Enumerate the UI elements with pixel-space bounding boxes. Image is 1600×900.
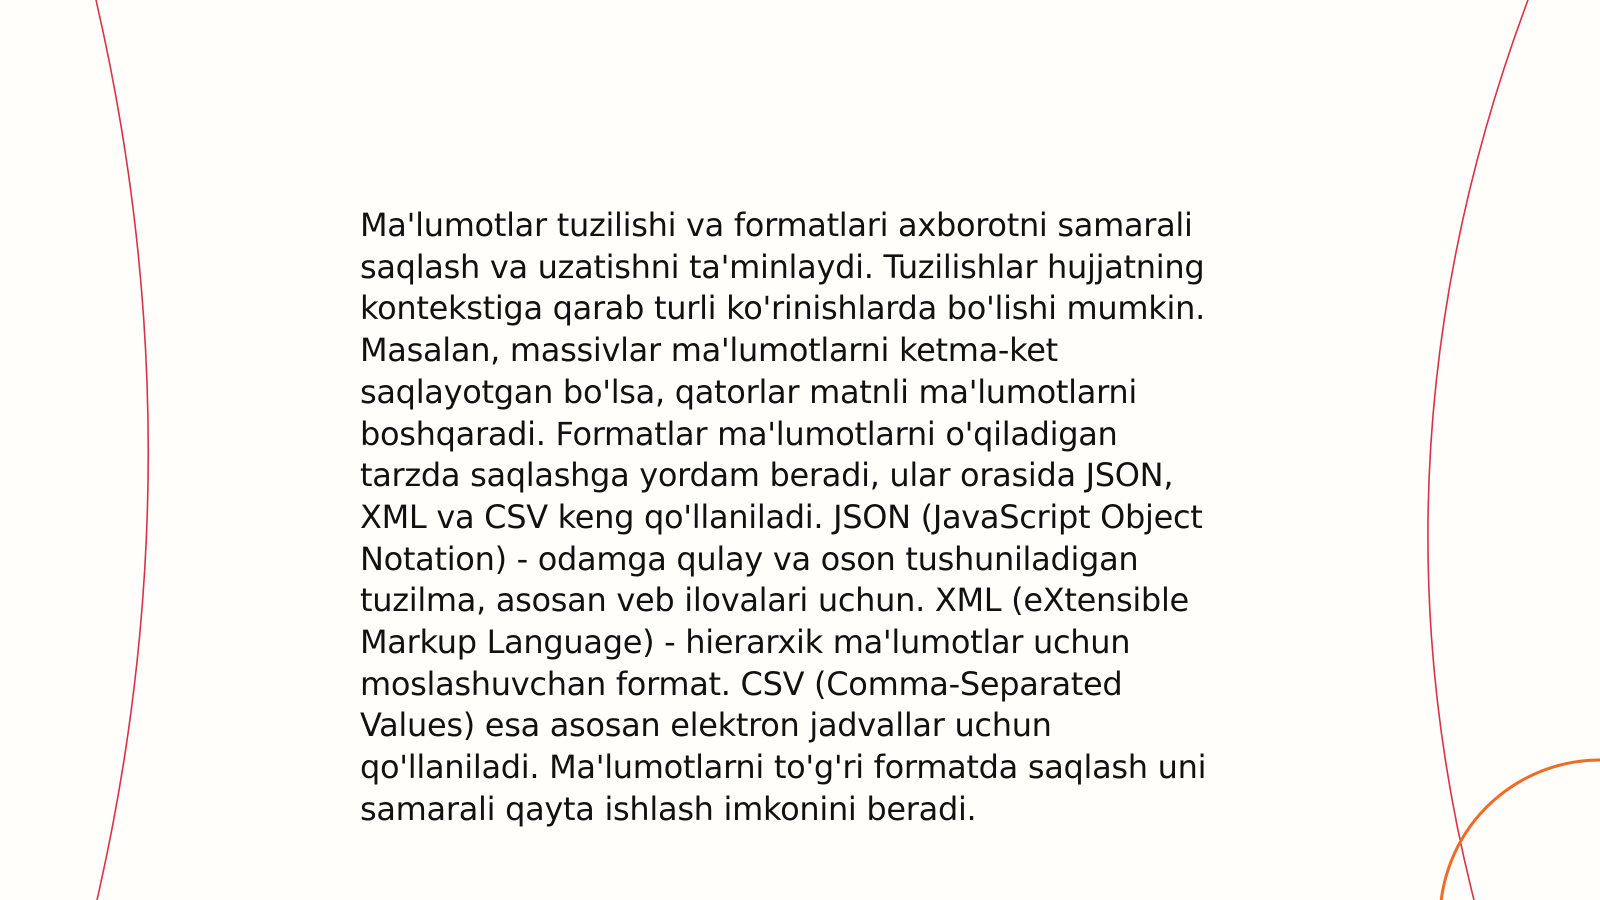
- paragraph-line: Ma'lumotlar tuzilishi va formatlari axborotni samarali: [360, 206, 1193, 244]
- paragraph-line: qo'llaniladi. Ma'lumotlarni to'g'ri formatda saqlash uni: [360, 748, 1207, 787]
- body-paragraph: [360, 205, 1260, 831]
- paragraph-line: samarali qayta ishlash imkonini beradi.: [360, 789, 977, 828]
- paragraph-line: Notation) - odamga qulay va oson tushuniladigan: [360, 539, 1139, 578]
- paragraph-line: saqlayotgan bo'lsa, qatorlar matnli ma'lumotlarni: [360, 372, 1137, 411]
- left-arc: [96, 0, 148, 900]
- paragraph-line: Masalan, massivlar ma'lumotlarni ketma-ket: [360, 331, 1058, 370]
- paragraph-line: moslashuvchan format. CSV (Comma-Separated: [360, 664, 1123, 703]
- paragraph-line: kontekstiga qarab turli ko'rinishlarda bo'lishi mumkin.: [360, 289, 1205, 328]
- paragraph-line: XML va CSV keng qo'llaniladi. JSON (JavaScript Object: [360, 497, 1203, 536]
- paragraph-line: Values) esa asosan elektron jadvallar uchun: [360, 706, 1052, 745]
- right-arc: [1428, 0, 1528, 900]
- paragraph-line: tuzilma, asosan veb ilovalari uchun. XML (eXtensible: [360, 581, 1189, 620]
- paragraph-line: tarzda saqlashga yordam beradi, ular orasida JSON,: [360, 456, 1174, 495]
- orange-circle-arc: [1440, 760, 1600, 900]
- paragraph-line: Markup Language) - hierarxik ma'lumotlar uchun: [360, 623, 1131, 662]
- paragraph-line: boshqaradi. Formatlar ma'lumotlarni o'qiladigan: [360, 414, 1118, 453]
- paragraph-line: saqlash va uzatishni ta'minlaydi. Tuzilishlar hujjatning: [360, 247, 1205, 286]
